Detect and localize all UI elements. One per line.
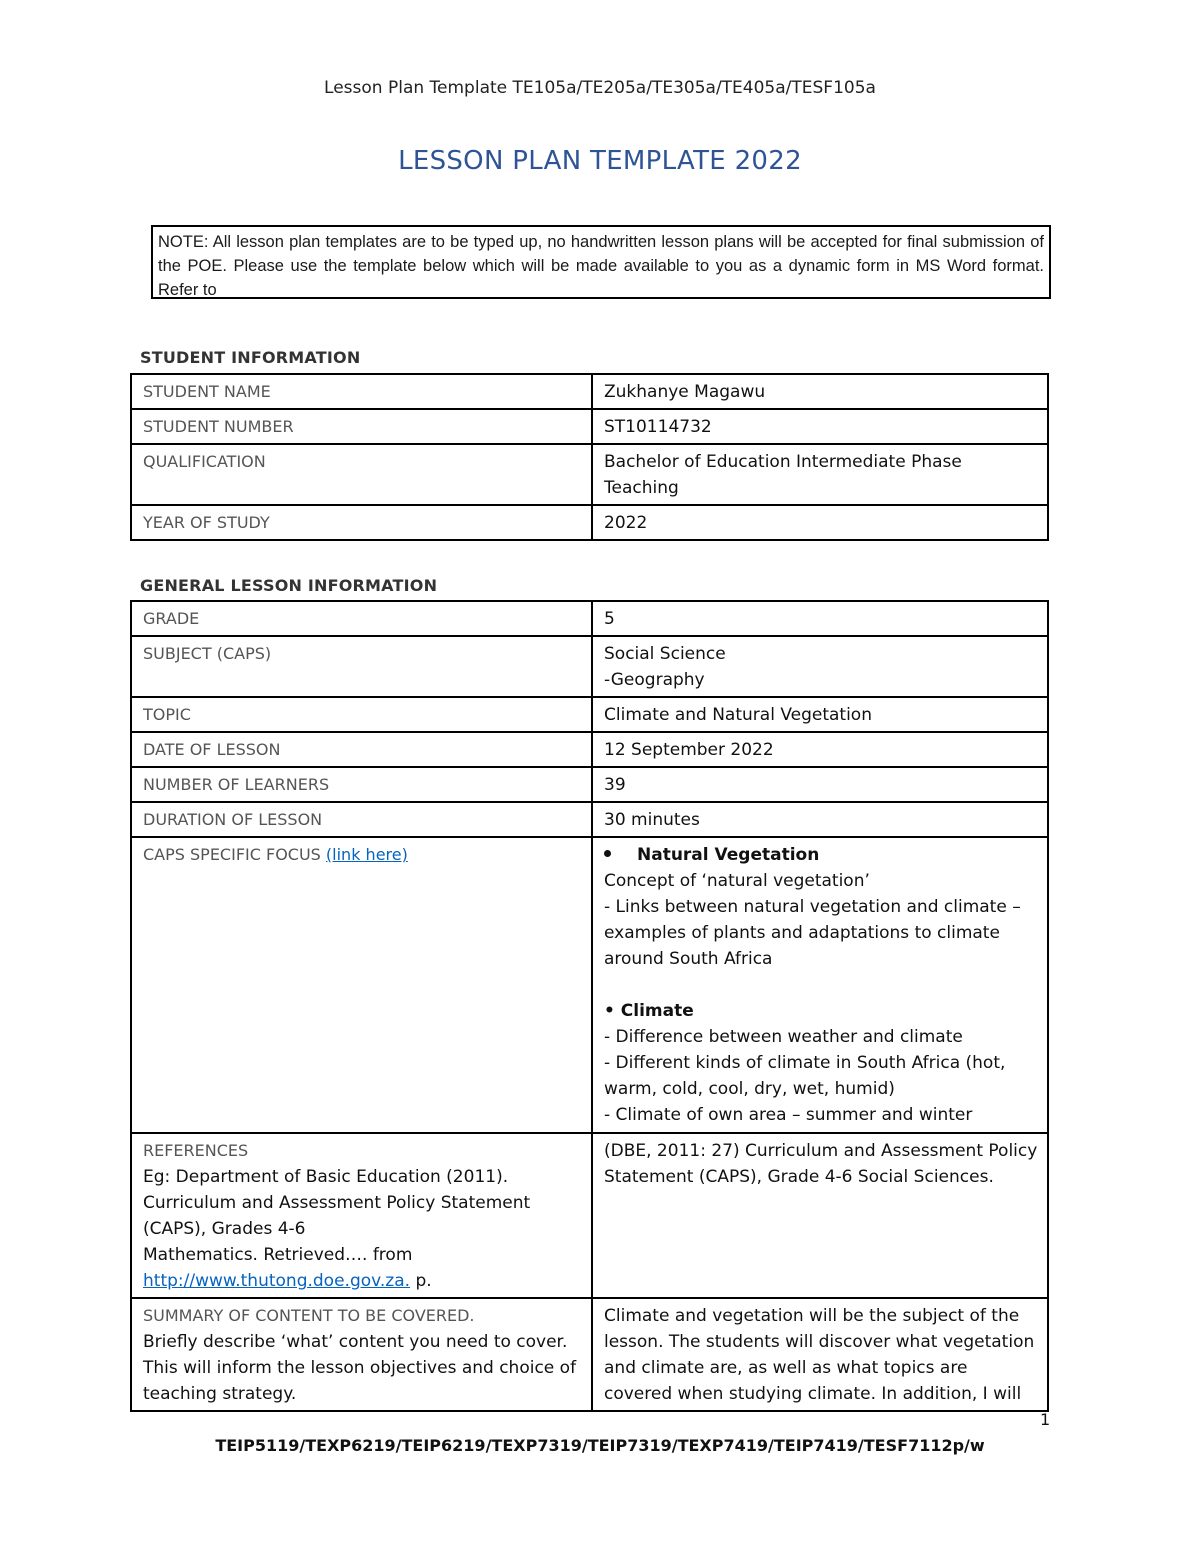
references-label-cell	[131, 1133, 592, 1298]
references-example-2: Mathematics. Retrieved…. from	[143, 1245, 413, 1265]
general-info-table	[130, 600, 1049, 1412]
table-row	[131, 1298, 1048, 1411]
note-box: NOTE: All lesson plan templates are to be typed up, no handwritten lesson plans will be accepted for final submission of the POE. Please use the template below which will be made available to you as a dynamic form in MS Word format. Refer to	[151, 225, 1051, 299]
caps-bullet-1	[604, 842, 1039, 868]
caps-focus-label-cell	[131, 837, 592, 1133]
references-value: (DBE, 2011: 27) Curriculum and Assessment Policy Statement (CAPS), Grade 4-6 Social Sciences.	[592, 1133, 1048, 1298]
references-suffix: p.	[415, 1271, 432, 1291]
year-of-study-label: YEAR OF STUDY	[131, 505, 592, 540]
subject-label: SUBJECT (CAPS)	[131, 636, 592, 697]
topic-label: TOPIC	[131, 697, 592, 732]
caps-focus-link[interactable]: (link here)	[325, 845, 408, 864]
table-row	[131, 601, 1048, 636]
references-url-line	[143, 1268, 583, 1294]
student-number-value: ST10114732	[592, 409, 1048, 444]
page-number: 1	[1040, 1410, 1051, 1429]
summary-value: Climate and vegetation will be the subject of the lesson. The students will discover what vegetation and climate are, as well as what topics are covered when studying climate. In addition, I will	[592, 1298, 1048, 1411]
table-row	[131, 505, 1048, 540]
student-name-label: STUDENT NAME	[131, 374, 592, 409]
table-row	[131, 732, 1048, 767]
student-info-heading: STUDENT INFORMATION	[140, 348, 361, 367]
page-header: Lesson Plan Template TE105a/TE205a/TE305a/TE405a/TESF105a	[324, 78, 876, 98]
summary-label: SUMMARY OF CONTENT TO BE COVERED.	[143, 1306, 475, 1325]
caps-line: - Links between natural vegetation and climate – examples of plants and adaptations to climate around South Africa	[604, 897, 1021, 969]
page-footer: TEIP5119/TEXP6219/TEIP6219/TEXP7319/TEIP7319/TEXP7419/TEIP7419/TESF7112p/w	[215, 1436, 985, 1455]
qualification-label: QUALIFICATION	[131, 444, 592, 505]
references-url[interactable]: http://www.thutong.doe.gov.za.	[143, 1271, 411, 1291]
student-name-value: Zukhanye Magawu	[592, 374, 1048, 409]
date-label: DATE OF LESSON	[131, 732, 592, 767]
table-row	[131, 837, 1048, 1133]
caps-line: - Climate of own area – summer and winter	[604, 1105, 973, 1125]
caps-focus-value	[592, 837, 1048, 1133]
table-row	[131, 767, 1048, 802]
page-title: LESSON PLAN TEMPLATE 2022	[398, 146, 802, 176]
qualification-value: Bachelor of Education Intermediate Phase Teaching	[592, 444, 1048, 505]
table-row	[131, 697, 1048, 732]
caps-bullet-1-text: Natural Vegetation	[637, 845, 820, 865]
summary-description: Briefly describe ‘what’ content you need to cover. This will inform the lesson objectives and choice of teaching strategy.	[143, 1332, 577, 1404]
caps-line: Concept of ‘natural vegetation’	[604, 871, 870, 891]
bullet-dot-icon	[604, 850, 611, 857]
references-example: Eg: Department of Basic Education (2011). Curriculum and Assessment Policy Statement (CAPS), Grades 4-6	[143, 1167, 531, 1239]
summary-label-cell	[131, 1298, 592, 1411]
table-row	[131, 636, 1048, 697]
student-info-table	[130, 373, 1049, 541]
references-label: REFERENCES	[143, 1141, 249, 1160]
student-number-label: STUDENT NUMBER	[131, 409, 592, 444]
subject-line-2: -Geography	[604, 670, 705, 690]
caps-line: - Different kinds of climate in South Africa (hot, warm, cold, cool, dry, wet, humid)	[604, 1053, 1006, 1099]
duration-value: 30 minutes	[592, 802, 1048, 837]
spacer	[604, 972, 1039, 998]
caps-bullet-2: • Climate	[604, 1001, 694, 1021]
year-of-study-value: 2022	[592, 505, 1048, 540]
grade-value: 5	[592, 601, 1048, 636]
table-row	[131, 444, 1048, 505]
general-info-heading: GENERAL LESSON INFORMATION	[140, 576, 438, 595]
table-row	[131, 374, 1048, 409]
grade-label: GRADE	[131, 601, 592, 636]
table-row	[131, 409, 1048, 444]
caps-line: - Difference between weather and climate	[604, 1027, 963, 1047]
learners-value: 39	[592, 767, 1048, 802]
duration-label: DURATION OF LESSON	[131, 802, 592, 837]
subject-line-1: Social Science	[604, 644, 726, 664]
date-value: 12 September 2022	[592, 732, 1048, 767]
subject-value	[592, 636, 1048, 697]
table-row	[131, 802, 1048, 837]
table-row	[131, 1133, 1048, 1298]
learners-label: NUMBER OF LEARNERS	[131, 767, 592, 802]
topic-value: Climate and Natural Vegetation	[592, 697, 1048, 732]
caps-focus-label: CAPS SPECIFIC FOCUS	[143, 845, 321, 864]
